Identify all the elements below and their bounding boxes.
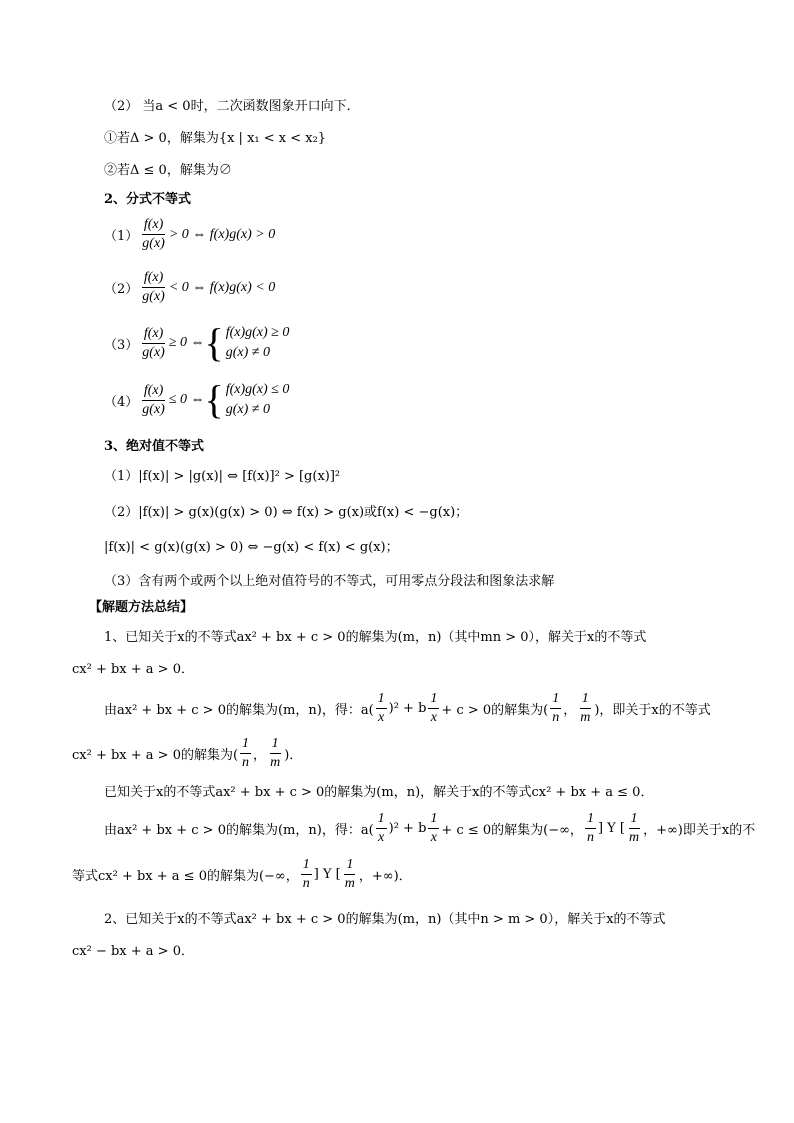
frac-item-relation: ≥ 0 ⇔ <box>168 335 205 350</box>
fraction: $\frac{1}{n}$ <box>302 857 310 891</box>
brace-icon: { <box>204 320 224 365</box>
frac-item-label: （4） <box>104 394 139 410</box>
section-2-title: 2、分式不等式 <box>104 192 192 207</box>
fraction: $\frac{1}{n}$ <box>586 811 594 845</box>
frac-item-label: （2） <box>104 282 139 297</box>
summary-p1b: cx² + bx + a > 0． <box>72 662 194 677</box>
fraction: $\frac{f(x)}{g(x)}$ <box>142 270 165 304</box>
fraction: $\frac{1}{x}$ <box>377 811 385 845</box>
fraction: $\frac{f(x)}{g(x)}$ <box>142 325 165 360</box>
fraction: $\frac{1}{m}$ <box>270 736 281 770</box>
fraction: $\frac{1}{x}$ <box>430 811 438 845</box>
section-3-title: 3、绝对值不等式 <box>104 439 205 454</box>
fraction: $\frac{1}{m}$ <box>628 811 640 845</box>
summary-p4b: 等式cx² + bx + a ≤ 0的解集为(−∞， $\frac{1}{n}$ ] Y [ $\frac{1}{m}$ ，+∞)． <box>72 857 412 891</box>
fraction: $\frac{f(x)}{g(x)}$ <box>142 382 165 417</box>
case-2-sub-1: ①若Δ > 0，解集为{x | x₁ < x < x₂} <box>104 131 327 146</box>
frac-item-label: （1） <box>104 229 139 244</box>
abs-ineq-1: （1）|f(x)| > |g(x)| ⇔ [f(x)]² > [g(x)]² <box>104 469 341 484</box>
fraction: $\frac{1}{x}$ <box>377 691 385 725</box>
frac-item-3 <box>104 320 290 365</box>
frac-item-4 <box>104 377 290 422</box>
fraction: $\frac{1}{n}$ <box>242 736 250 770</box>
abs-ineq-3: |f(x)| < g(x)(g(x) > 0) ⇔ −g(x) < f(x) < g(x)； <box>104 540 399 555</box>
frac-item-2 <box>104 269 275 306</box>
summary-p2a: 由ax² + bx + c > 0的解集为(m，n)，得：a( $\frac{1}{x}$ )² + b $\frac{1}{x}$ + c > 0的解集为( $\frac{1}{n}$ ， $\frac{1}{m}$ )，即关于x的不等式 <box>104 691 711 725</box>
case-2-sub-2: ②若Δ ≤ 0，解集为∅ <box>104 163 232 178</box>
case-2-text: （2） 当a < 0时，二次函数图象开口向下． <box>104 99 360 114</box>
abs-ineq-2: （2）|f(x)| > g(x)(g(x) > 0) ⇔ f(x) > g(x)或f(x) < −g(x)； <box>104 505 469 520</box>
frac-item-relation: ≤ 0 ⇔ <box>168 392 205 407</box>
abs-ineq-4: （3）含有两个或两个以上绝对值符号的不等式，可用零点分段法和图象法求解 <box>104 574 555 589</box>
summary-title: 【解题方法总结】 <box>89 600 194 615</box>
fraction: $\frac{f(x)}{g(x)}$ <box>142 217 165 251</box>
fraction: $\frac{1}{m}$ <box>344 857 355 891</box>
brace-icon: { <box>204 377 224 422</box>
fraction: $\frac{1}{n}$ <box>552 691 560 725</box>
summary-p3: 已知关于x的不等式ax² + bx + c > 0的解集为(m，n)，解关于x的不等式cx² + bx + a ≤ 0． <box>104 785 654 800</box>
frac-item-1 <box>104 216 275 253</box>
fraction: $\frac{1}{x}$ <box>430 691 438 725</box>
summary-p5b: cx² − bx + a > 0． <box>72 944 194 959</box>
fraction: $\frac{1}{m}$ <box>580 691 591 725</box>
summary-p4a: 由ax² + bx + c > 0的解集为(m，n)，得：a( $\frac{1}{x}$ )² + b $\frac{1}{x}$ + c ≤ 0的解集为(−∞， $\frac{1}{n}$ ] Y [ $\frac{1}{m}$ ，+∞)即关于x的不 <box>104 811 756 845</box>
summary-p2b: cx² + bx + a > 0的解集为( $\frac{1}{n}$ ， $\frac{1}{m}$ )． <box>72 736 303 770</box>
frac-item-label: （3） <box>104 337 139 353</box>
summary-p1a: 1、已知关于x的不等式ax² + bx + c > 0的解集为(m，n)（其中mn > 0），解关于x的不等式 <box>104 630 647 645</box>
frac-item-relation: > 0 ⇔ f(x)g(x) > 0 <box>168 226 276 242</box>
system: { f(x)g(x) ≥ 0 g(x) ≠ 0 <box>204 320 290 365</box>
system: { f(x)g(x) ≤ 0 g(x) ≠ 0 <box>204 377 290 422</box>
summary-p5a: 2、已知关于x的不等式ax² + bx + c > 0的解集为(m，n)（其中n > m > 0），解关于x的不等式 <box>104 912 666 927</box>
frac-item-relation: < 0 ⇔ f(x)g(x) < 0 <box>168 279 276 295</box>
